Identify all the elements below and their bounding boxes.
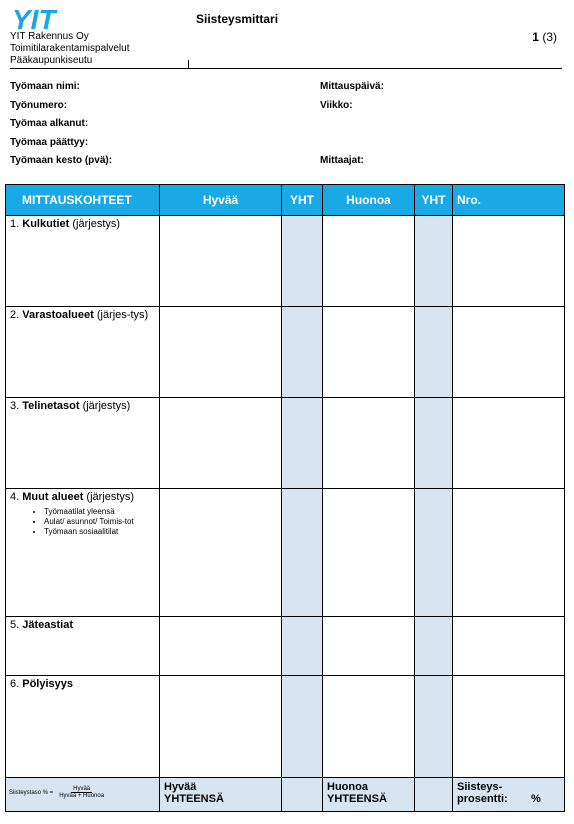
field-site-duration: Työmaan kesto (pvä): (10, 155, 113, 166)
cleanliness-formula: Siisteystaso % = $\frac{\text{Hyvää}}{\text{Hyvää + Huonoa}}$ (9, 786, 105, 799)
table-row (6, 617, 565, 676)
bad-cell[interactable] (323, 617, 415, 676)
company-unit: Toimitilarakentamispalvelut (10, 43, 130, 54)
company-region: Pääkaupunkiseutu (10, 55, 93, 66)
bad-cell[interactable] (323, 489, 415, 617)
bad-total-label: Huonoa YHTEENSÄ (323, 778, 415, 812)
header-divider (10, 68, 562, 69)
bad-total-sum-cell[interactable] (415, 778, 453, 812)
col-header-good: Hyvää (160, 185, 282, 216)
page-number (532, 30, 557, 44)
good-total-label: Hyvää YHTEENSÄ (160, 778, 282, 812)
bad-total-cell[interactable] (415, 676, 453, 778)
list-item: • Työmaan sosiaalitilat (44, 527, 159, 537)
table-footer-row (6, 778, 565, 812)
number-cell[interactable] (453, 307, 565, 398)
good-total-cell[interactable] (282, 617, 323, 676)
page-total: (3) (542, 30, 557, 44)
field-site-ends: Työmaa päättyy: (10, 137, 89, 148)
col-header-bad-total: YHT (415, 185, 453, 216)
field-site-started: Työmaa alkanut: (10, 118, 89, 129)
table-header-row (6, 185, 565, 216)
percent-sign: % (531, 793, 541, 805)
bad-cell[interactable] (323, 307, 415, 398)
page-title: Siisteysmittari (196, 12, 279, 26)
field-week: Viikko: (320, 100, 353, 111)
col-header-bad: Huonoa (323, 185, 415, 216)
row-label-cell: 4. Muut alueet (järjestys) • Työmaatilat yleensä • Aulat/ asunnot/ Toimis-tot • Työmaan sosiaalitilat (6, 489, 160, 617)
list-item: • Aulat/ asunnot/ Toimis-tot (44, 517, 144, 527)
col-header-good-total: YHT (282, 185, 323, 216)
bad-cell[interactable] (323, 398, 415, 489)
good-cell[interactable] (160, 489, 282, 617)
good-cell[interactable] (160, 307, 282, 398)
row-label-cell: 1. Kulkutiet (järjestys) (6, 216, 160, 307)
field-measure-date: Mittauspäivä: (320, 81, 384, 92)
bad-cell[interactable] (323, 216, 415, 307)
number-cell[interactable] (453, 216, 565, 307)
number-cell[interactable] (453, 676, 565, 778)
row-label-cell: 2. Varastoalueet (järjes-tys) (6, 307, 160, 398)
company-name: YIT Rakennus Oy (10, 31, 89, 42)
good-total-cell[interactable] (282, 398, 323, 489)
good-cell[interactable] (160, 398, 282, 489)
number-cell[interactable] (453, 489, 565, 617)
sub-area-list (6, 507, 159, 537)
bad-total-cell[interactable] (415, 617, 453, 676)
good-cell[interactable] (160, 216, 282, 307)
row-label-cell: 5. Jäteastiat (6, 617, 160, 676)
good-cell[interactable] (160, 617, 282, 676)
header-divider-tick (188, 60, 189, 68)
good-total-cell[interactable] (282, 307, 323, 398)
row-label-cell: 6. Pölyisyys (6, 676, 160, 778)
cleanliness-percent-cell[interactable]: Siisteys- prosentti: % (453, 778, 565, 812)
bad-total-cell[interactable] (415, 307, 453, 398)
page-current: 1 (532, 30, 539, 44)
bad-total-cell[interactable] (415, 489, 453, 617)
logo-text: YIT (12, 6, 56, 32)
company-block (10, 31, 130, 67)
col-header-targets: MITTAUSKOHTEET (6, 185, 160, 216)
field-site-number: Työnumero: (10, 100, 68, 111)
good-total-cell[interactable] (282, 489, 323, 617)
table-row (6, 676, 565, 778)
good-total-cell[interactable] (282, 676, 323, 778)
table-row (6, 489, 565, 617)
table-row (6, 216, 565, 307)
field-measurers: Mittaajat: (320, 155, 364, 166)
number-cell[interactable] (453, 617, 565, 676)
good-total-sum-cell[interactable] (282, 778, 323, 812)
bad-cell[interactable] (323, 676, 415, 778)
col-header-number: Nro. (453, 185, 565, 216)
list-item: • Työmaatilat yleensä (44, 507, 159, 517)
yit-logo-mark (10, 6, 88, 32)
table-row (6, 307, 565, 398)
good-total-cell[interactable] (282, 216, 323, 307)
number-cell[interactable] (453, 398, 565, 489)
measurement-table (5, 184, 565, 812)
row-label-cell: 3. Telinetasot (järjestys) (6, 398, 160, 489)
field-site-name: Työmaan nimi: (10, 81, 80, 92)
bad-total-cell[interactable] (415, 398, 453, 489)
good-cell[interactable] (160, 676, 282, 778)
table-row (6, 398, 565, 489)
bad-total-cell[interactable] (415, 216, 453, 307)
formula-cell (6, 778, 160, 812)
